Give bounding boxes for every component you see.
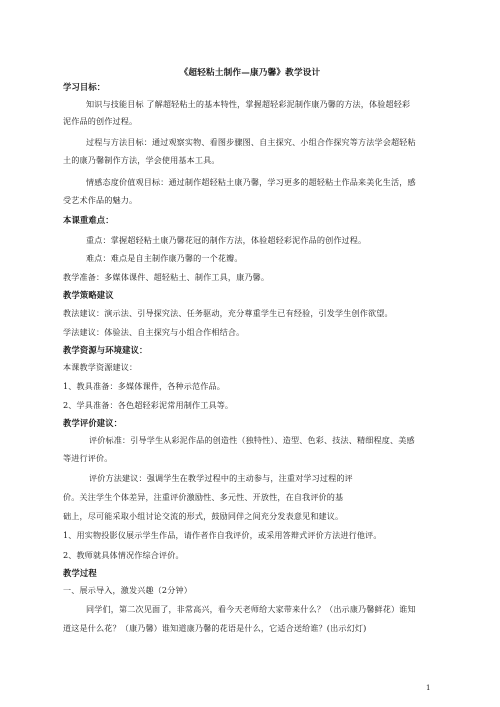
list-item: 1、用实物投影仪展示学生作品，请作者作自我评价，或采用答辩式评价方法进行他评。	[63, 530, 382, 540]
paragraph-line: 知识与技能目标 了解超轻粘土的基本特性，掌握超轻彩泥制作康乃馨的方法，体验超轻彩	[86, 99, 411, 109]
paragraph-line: 土的康乃馨制作方法，学会使用基本工具。	[63, 155, 220, 165]
teaching-preparation: 教学准备：多媒体课件、超轻粘土、制作工具，康乃馨。	[63, 272, 270, 282]
paragraph-line: 过程与方法目标：通过观察实物、看图步骤图、自主探究、小组合作探究等方法学会超轻粘	[86, 137, 416, 147]
section-heading: 一、展示导入，激发兴趣（2分钟）	[63, 585, 192, 595]
paragraph-line: 价。关注学生个体差异，注重评价激励性、多元性、开放性，在自我评价的基	[63, 492, 344, 502]
document-title: 《超轻粘土制作—康乃馨》教学设计	[179, 68, 321, 78]
heading-learning-goals: 学习目标：	[63, 82, 106, 92]
paragraph-line: 同学们，第二次见面了，非常高兴，看今天老师给大家带来什么？（出示康乃馨鲜花）谁知	[86, 604, 416, 614]
paragraph-line: 等进行评价。	[63, 453, 113, 463]
page-number: 1	[426, 684, 431, 692]
paragraph-line: 泥作品的创作过程。	[63, 116, 138, 126]
paragraph-line: 教法建议：演示法、引导探究法、任务驱动，充分尊重学生已有经验，引发学生创作欲望。	[63, 308, 393, 318]
heading-process: 教学过程	[63, 568, 97, 578]
paragraph-line: 难点：难点是自主制作康乃馨的一个花瓣。	[86, 253, 243, 263]
paragraph-line: 情感态度价值观目标：通过制作超轻粘土康乃馨，学习更多的超轻粘土作品来美化生活，感	[86, 177, 416, 187]
heading-strategy: 教学策略建议	[63, 290, 114, 300]
heading-evaluation: 教学评价建议：	[63, 418, 123, 428]
paragraph-line: 评价标准：引导学生从彩泥作品的创造性（独特性）、造型、色彩、技法、精细程度、美感	[89, 435, 415, 445]
list-item: 2、学具准备：各色超轻彩泥常用制作工具等。	[63, 400, 234, 410]
paragraph-line: 本课教学资源建议：	[63, 362, 138, 372]
paragraph-line: 道这是什么花？（康乃馨）谁知道康乃馨的花语是什么，它适合送给谁？(出示幻灯)	[63, 623, 367, 633]
paragraph-line: 重点：掌握超轻粘土康乃馨花冠的制作方法，体验超轻彩泥作品的创作过程。	[86, 235, 367, 245]
paragraph-line: 础上，尽可能采取小组讨论交流的形式，鼓励同伴之间充分发表意见和建议。	[63, 511, 344, 521]
paragraph-line: 受艺术作品的魅力。	[63, 195, 138, 205]
paragraph-line: 评价方法建议：强调学生在教学过程中的主动参与，注重对学习过程的评	[89, 473, 353, 483]
paragraph-line: 学法建议：体验法、自主探究与小组合作相结合。	[63, 327, 245, 337]
heading-resources: 教学资源与环境建议：	[63, 345, 148, 355]
list-item: 1、教具准备：多媒体课件，各种示范作品。	[63, 381, 225, 391]
heading-key-points: 本课重难点：	[63, 215, 114, 225]
list-item: 2、教师就具体情况作综合评价。	[63, 550, 184, 560]
